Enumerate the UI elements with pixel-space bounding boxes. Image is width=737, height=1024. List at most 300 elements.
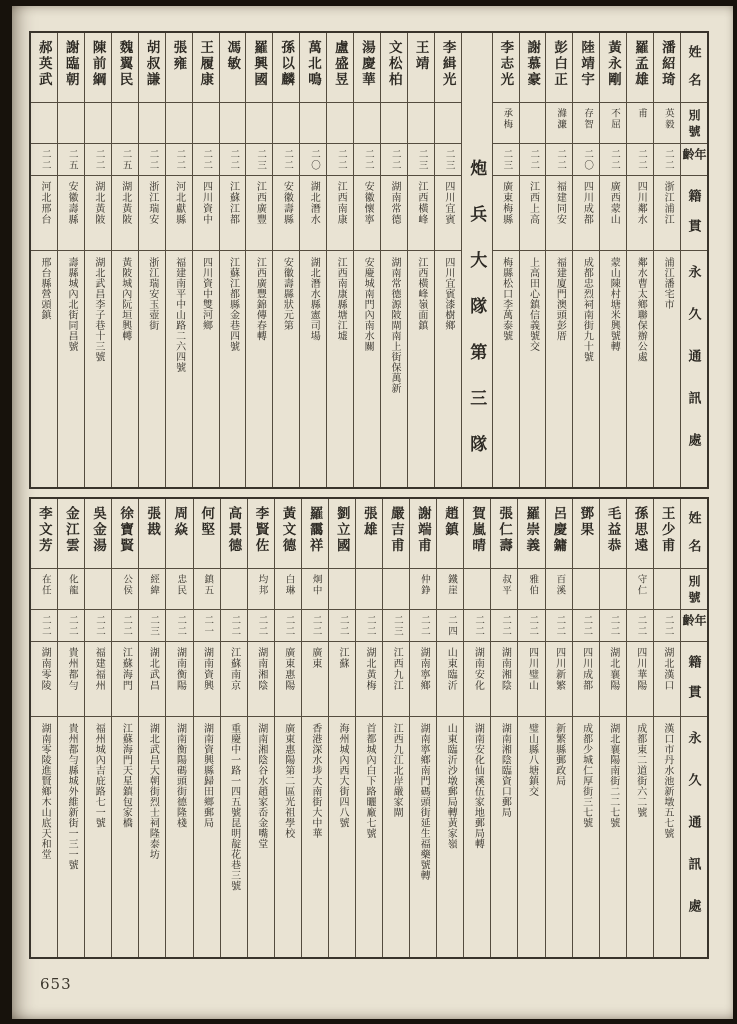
person-alias: [410, 569, 436, 610]
person-age: [139, 610, 165, 642]
person-native-place-text: 四川資中: [200, 181, 212, 225]
person-column: [328, 499, 355, 957]
person-native-place-text: 福建福州: [93, 647, 105, 691]
person-alias: [381, 103, 407, 144]
person-address-text: 江西九江北岸嚴家閘: [391, 723, 403, 818]
person-address: [437, 717, 463, 957]
person-name: [491, 499, 517, 569]
header-native-place-text: 籍貫: [686, 655, 702, 715]
person-address: [31, 251, 57, 487]
person-native-place-text: 廣東: [309, 647, 321, 669]
person-name-text: 馮敏: [225, 40, 241, 72]
person-age: [275, 610, 301, 642]
person-column: [31, 499, 57, 957]
person-native-place: [220, 176, 246, 251]
person-name-text: 鄧果: [578, 506, 594, 538]
person-age: [573, 610, 599, 642]
person-native-place-text: 江西廣豐: [254, 181, 266, 225]
person-address: [300, 251, 326, 487]
person-native-place: [300, 176, 326, 251]
person-native-place: [302, 642, 328, 717]
person-age-text: 二二: [93, 149, 104, 171]
person-name-text: 陳前綱: [90, 40, 106, 88]
person-native-place: [518, 642, 544, 717]
person-column: [57, 499, 84, 957]
person-native-place-text: 安徽懷寧: [362, 181, 374, 225]
person-address-text: 湖南資興縣歸田鄉郵局: [201, 723, 213, 828]
person-name-text: 潘紹琦: [659, 40, 675, 88]
person-age: [546, 144, 572, 176]
person-native-place-text: 湖南湘陰: [499, 647, 511, 691]
header-alias-text: 別號: [686, 575, 701, 607]
section-divider: [461, 33, 492, 487]
person-address: [627, 717, 653, 957]
person-name-text: 毛益恭: [605, 506, 621, 554]
person-alias: [85, 103, 111, 144]
person-alias-text: 忠民: [175, 574, 186, 596]
person-address-text: 鄰水曹太鄉聯保辦公處: [635, 257, 647, 362]
person-name-text: 文松柏: [386, 40, 402, 88]
person-native-place: [246, 176, 272, 251]
person-native-place: [166, 642, 192, 717]
person-column: [219, 33, 246, 487]
person-name: [573, 33, 599, 103]
person-age: [381, 144, 407, 176]
person-age-text: 二二: [147, 149, 158, 171]
person-age: [302, 610, 328, 642]
person-native-place: [520, 176, 546, 251]
person-column: [274, 499, 301, 957]
person-age-text: 二二: [473, 615, 484, 637]
person-age: [58, 610, 84, 642]
person-address: [491, 717, 517, 957]
person-address-text: 成都東二道街六二號: [634, 723, 646, 818]
person-address-text: 湖南衡陽碼頭街德隆棧: [174, 723, 186, 828]
person-name-text: 呂慶鏞: [551, 506, 567, 554]
person-address-text: 上高田心鎮信義號交: [527, 257, 539, 352]
person-name: [654, 499, 680, 569]
person-native-place: [493, 176, 519, 251]
person-age: [573, 144, 599, 176]
person-age-text: 二三: [501, 149, 512, 171]
person-age-text: 二二: [581, 615, 592, 637]
person-name: [520, 33, 546, 103]
person-age-text: 二二: [364, 615, 375, 637]
person-address: [408, 251, 434, 487]
person-age: [329, 610, 355, 642]
person-name-text: 李賢佐: [253, 506, 269, 554]
header-name: [681, 33, 707, 103]
person-address-text: 安徽壽縣狀元第: [281, 257, 293, 331]
header-age: [681, 144, 707, 176]
header-alias: [681, 569, 707, 610]
person-address-text: 重慶中一路一四五號昆明靛花巷三號: [228, 723, 240, 891]
person-alias: [408, 103, 434, 144]
person-age: [220, 144, 246, 176]
person-age-text: 二五: [120, 149, 131, 171]
person-address-text: 璧山縣八塘鎮交: [526, 723, 538, 797]
person-address-text: 四川資中雙河鄉: [200, 257, 212, 331]
person-native-place-text: 四川成都: [580, 647, 592, 691]
person-age-text: 二二: [93, 615, 104, 637]
person-address: [166, 717, 192, 957]
person-age-text: 二二: [500, 615, 511, 637]
person-age-text: 二二: [174, 149, 185, 171]
person-column: [545, 33, 572, 487]
person-native-place: [31, 642, 57, 717]
person-name: [493, 33, 519, 103]
person-native-place-text: 四川鄰水: [635, 181, 647, 225]
person-native-place-text: 湖南資興: [201, 647, 213, 691]
person-native-place: [354, 176, 380, 251]
person-address: [654, 251, 680, 487]
person-name-text: 金江雲: [63, 506, 79, 554]
person-column: [31, 33, 57, 487]
person-age: [600, 144, 626, 176]
person-column: [653, 499, 680, 957]
person-alias-text: 存智: [582, 108, 593, 130]
person-address-text: 首都城內白下路曬廠七號: [364, 723, 376, 839]
person-age-text: 二二: [201, 149, 212, 171]
person-alias: [302, 569, 328, 610]
person-column: [111, 499, 138, 957]
person-name: [273, 33, 299, 103]
person-native-place-text: 浙江浦江: [662, 181, 674, 225]
person-name-text: 徐寶賢: [118, 506, 134, 554]
person-native-place: [546, 176, 572, 251]
person-alias: [491, 569, 517, 610]
person-native-place-text: 湖北武昌: [147, 647, 159, 691]
person-native-place-text: 安徽壽縣: [281, 181, 293, 225]
person-native-place: [654, 642, 680, 717]
person-name: [356, 499, 382, 569]
header-age-text: 年齡: [680, 614, 707, 628]
person-name: [166, 33, 192, 103]
person-age: [166, 610, 192, 642]
person-address-text: 湖南湘陰谷水趙家岙金嘴堂: [255, 723, 267, 849]
person-age-text: 二二: [418, 615, 429, 637]
person-age: [491, 610, 517, 642]
person-alias-text: 經緯: [148, 574, 159, 596]
person-age-text: 二二: [527, 615, 538, 637]
person-age: [85, 144, 111, 176]
person-address: [166, 251, 192, 487]
person-native-place-text: 湖南衡陽: [174, 647, 186, 691]
person-alias-text: 公侯: [121, 574, 132, 596]
person-name: [58, 33, 84, 103]
person-address-text: 湖北武昌大朝街烈士祠隆泰坊: [147, 723, 159, 860]
person-alias: [627, 569, 653, 610]
person-name: [85, 33, 111, 103]
person-age: [194, 610, 220, 642]
person-age-text: 二二: [229, 615, 240, 637]
person-address-text: 湖南常德源陂閘南上街保萬新: [389, 257, 400, 394]
person-age: [627, 610, 653, 642]
person-native-place-text: 江西上高: [527, 181, 539, 225]
person-native-place: [435, 176, 461, 251]
person-address-text: 海州城內西大街四八號: [336, 723, 348, 828]
person-name-text: 李志光: [498, 40, 514, 88]
person-name: [85, 499, 111, 569]
person-age-text: 二二: [662, 615, 673, 637]
person-column: [84, 499, 111, 957]
person-address: [354, 251, 380, 487]
person-alias: [654, 569, 680, 610]
person-address: [546, 251, 572, 487]
person-address-text: 成都忠烈祠南街九十號: [581, 257, 593, 362]
person-alias-text: 化龍: [66, 574, 77, 596]
header-address-text: 永久通訊處: [686, 731, 702, 941]
person-native-place-text: 山東臨沂: [445, 647, 457, 691]
person-alias: [221, 569, 247, 610]
person-native-place: [627, 642, 653, 717]
person-column: [599, 499, 626, 957]
person-age: [112, 144, 138, 176]
person-address: [194, 717, 220, 957]
person-column: [380, 33, 407, 487]
person-native-place-text: 廣東梅縣: [500, 181, 512, 225]
person-address: [246, 251, 272, 487]
person-native-place-text: 湖北黃陂: [119, 181, 131, 225]
person-alias-text: 仲錚: [418, 574, 429, 596]
person-native-place-text: 江西九江: [391, 647, 403, 691]
person-alias: [248, 569, 274, 610]
person-age: [410, 610, 436, 642]
person-native-place: [139, 642, 165, 717]
person-name-text: 盧盛昱: [332, 40, 348, 88]
person-native-place-text: 河北獻縣: [173, 181, 185, 225]
person-address: [220, 251, 246, 487]
person-age: [437, 610, 463, 642]
person-column: [517, 499, 544, 957]
person-column: [409, 499, 436, 957]
person-age: [300, 144, 326, 176]
person-name-text: 趙鎮: [443, 506, 458, 538]
person-name-text: 李緝光: [440, 40, 456, 88]
person-native-place: [112, 176, 138, 251]
person-address: [329, 717, 355, 957]
header-native-place-text: 籍貫: [686, 189, 702, 249]
person-native-place-text: 江西南康: [335, 181, 347, 225]
person-address: [600, 251, 626, 487]
person-native-place-text: 四川宜賓: [442, 181, 454, 225]
person-column: [626, 33, 653, 487]
person-name-text: 胡叔謙: [144, 40, 160, 88]
person-address-text: 湖南零陵進賢鄉木山底天和堂: [39, 723, 51, 860]
person-name-text: 謝慕豪: [525, 40, 541, 88]
person-native-place: [58, 642, 84, 717]
person-native-place: [381, 176, 407, 251]
person-alias: [520, 103, 546, 144]
person-native-place: [600, 176, 626, 251]
person-column: [353, 33, 380, 487]
person-age: [166, 144, 192, 176]
person-column: [301, 499, 328, 957]
page-number: 653: [40, 975, 72, 993]
person-age-text: 二五: [66, 149, 77, 171]
person-name: [600, 33, 626, 103]
person-address-text: 江西南康縣塘江墟: [335, 257, 347, 341]
person-address-text: 漢口市丹水池新墩五七號: [661, 723, 673, 839]
person-address: [327, 251, 353, 487]
person-age-text: 二二: [528, 149, 539, 171]
person-name-text: 張戡: [145, 506, 161, 538]
person-address-text: 湖北襄陽南街二二七號: [607, 723, 619, 828]
person-name-text: 高景德: [226, 506, 242, 554]
person-column: [326, 33, 353, 487]
person-column: [111, 33, 138, 487]
person-age: [383, 610, 409, 642]
person-address-text: 壽縣城內北街同昌號: [65, 257, 77, 352]
person-address: [627, 251, 653, 487]
person-name-text: 張仁壽: [497, 506, 513, 554]
header-age: [681, 610, 707, 642]
person-address: [356, 717, 382, 957]
person-alias: [273, 103, 299, 144]
person-native-place-text: 湖北黃梅: [364, 647, 376, 691]
person-address-text: 湖南寧鄉南門碼頭街延生福藥號轉: [418, 723, 430, 881]
person-age: [356, 610, 382, 642]
person-native-place: [546, 642, 572, 717]
person-age-text: 二〇: [582, 149, 593, 171]
person-address: [248, 717, 274, 957]
person-address-text: 蒙山陳村塘米興號轉: [608, 257, 620, 352]
header-age-text: 年齡: [681, 148, 707, 162]
person-native-place: [112, 642, 138, 717]
person-native-place-text: 四川新繁: [553, 647, 565, 691]
person-native-place: [408, 176, 434, 251]
person-alias: [600, 569, 626, 610]
person-age: [139, 144, 165, 176]
person-age: [354, 144, 380, 176]
person-column: [84, 33, 111, 487]
person-column: [492, 33, 519, 487]
person-native-place: [85, 642, 111, 717]
person-name-text: 黃永剛: [606, 40, 622, 88]
person-name: [112, 499, 138, 569]
person-name-text: 周焱: [172, 506, 188, 538]
person-age: [518, 610, 544, 642]
person-alias: [654, 103, 680, 144]
person-address: [546, 717, 572, 957]
person-native-place: [410, 642, 436, 717]
person-name: [31, 499, 57, 569]
person-name: [31, 33, 57, 103]
person-column: [165, 499, 192, 957]
person-address: [139, 717, 165, 957]
roster-tables: [29, 31, 709, 959]
person-native-place-text: 河北邢台: [39, 181, 51, 225]
person-native-place: [273, 176, 299, 251]
person-column: [138, 499, 165, 957]
person-alias: [58, 569, 84, 610]
person-name-text: 劉立國: [334, 506, 350, 554]
person-age: [600, 610, 626, 642]
person-alias: [58, 103, 84, 144]
person-age-text: 二二: [39, 149, 50, 171]
person-name-text: 陸靖宇: [579, 40, 595, 88]
person-column: [626, 499, 653, 957]
person-age: [654, 144, 680, 176]
person-alias: [85, 569, 111, 610]
person-age: [408, 144, 434, 176]
person-native-place: [464, 642, 490, 717]
person-address: [520, 251, 546, 487]
person-name: [410, 499, 436, 569]
person-alias: [493, 103, 519, 144]
person-name: [546, 499, 572, 569]
person-age-text: 二二: [337, 615, 348, 637]
person-address: [193, 251, 219, 487]
person-alias: [546, 569, 572, 610]
person-native-place-text: 廣西蒙山: [608, 181, 620, 225]
person-age-text: 二二: [608, 615, 619, 637]
person-column: [407, 33, 434, 487]
person-name: [302, 499, 328, 569]
header-alias-text: 別號: [687, 109, 702, 141]
person-alias: [573, 569, 599, 610]
person-alias: [246, 103, 272, 144]
person-column: [165, 33, 192, 487]
person-native-place: [329, 642, 355, 717]
person-alias: [329, 569, 355, 610]
person-age: [246, 144, 272, 176]
person-name-text: 黃文德: [280, 506, 296, 554]
person-alias-text: 守仁: [635, 574, 646, 596]
header-column: [680, 33, 707, 487]
header-address: [681, 717, 707, 957]
person-name-text: 羅興國: [252, 40, 268, 88]
person-address: [435, 251, 461, 487]
person-age: [58, 144, 84, 176]
person-alias-text: 炯中: [310, 574, 321, 596]
person-name: [112, 33, 138, 103]
person-column: [193, 499, 220, 957]
person-address: [273, 251, 299, 487]
person-age-text: 二三: [148, 615, 159, 637]
person-alias: [166, 103, 192, 144]
person-age-text: 二三: [416, 149, 427, 171]
person-address-text: 福建南平中山路二六四號: [173, 257, 185, 373]
person-name-text: 魏翼民: [117, 40, 133, 88]
person-age-text: 二二: [256, 615, 267, 637]
person-alias: [275, 569, 301, 610]
person-name: [654, 33, 680, 103]
person-alias-text: 白琳: [283, 574, 294, 596]
person-alias-text: 鎮五: [202, 574, 213, 596]
person-address: [112, 717, 138, 957]
person-native-place: [58, 176, 84, 251]
person-address-text: 江蘇海門天星鎮包家橋: [120, 723, 132, 828]
person-column: [463, 499, 490, 957]
person-address: [654, 717, 680, 957]
person-age-text: 二二: [175, 615, 186, 637]
person-age: [273, 144, 299, 176]
person-age: [627, 144, 653, 176]
person-native-place: [356, 642, 382, 717]
person-native-place-text: 浙江瑞安: [146, 181, 158, 225]
person-address: [464, 717, 490, 957]
person-native-place: [85, 176, 111, 251]
person-age-text: 二二: [635, 615, 646, 637]
person-name-text: 羅靄祥: [307, 506, 323, 554]
person-alias: [31, 103, 57, 144]
person-native-place-text: 江西橫峰: [415, 181, 427, 225]
person-native-place: [327, 176, 353, 251]
person-name: [139, 33, 165, 103]
person-age-text: 二二: [609, 149, 620, 171]
person-age-text: 二〇: [308, 149, 319, 171]
